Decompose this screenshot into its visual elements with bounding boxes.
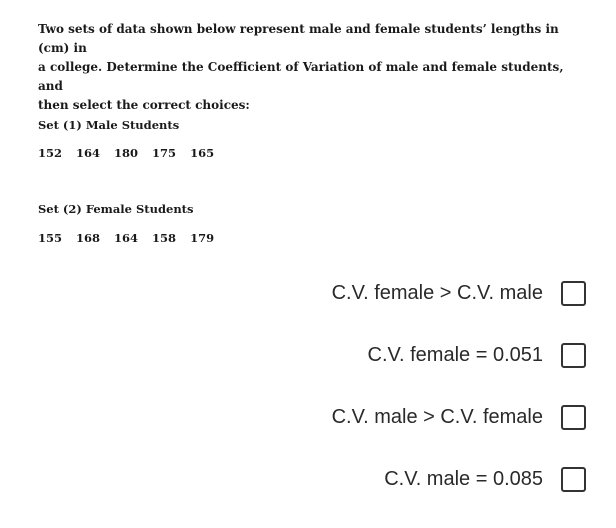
choice-female-greater-than-male[interactable] (332, 281, 586, 306)
set2-value: 155 (38, 231, 63, 245)
set1-values (38, 146, 214, 160)
set1-value: 152 (38, 146, 63, 160)
question-line-3: then select the correct choices: (38, 98, 250, 112)
choice-label: C.V. female = 0.051 (367, 344, 543, 366)
choice-male-cv-value[interactable] (384, 467, 586, 492)
choice-female-cv-value[interactable] (368, 343, 587, 368)
choice-label: C.V. male = 0.085 (384, 468, 543, 490)
checkbox[interactable] (561, 467, 586, 492)
set2-value: 179 (190, 231, 215, 245)
set2-title: Set (2) Female Students (38, 202, 194, 216)
set1-value: 175 (152, 146, 177, 160)
set1-value: 164 (76, 146, 101, 160)
set2-value: 158 (152, 231, 177, 245)
set2-value: 164 (114, 231, 139, 245)
set1-value: 180 (114, 146, 139, 160)
question-line-2: a college. Determine the Coefficient of Variation of male and female students, and (38, 60, 564, 93)
set1-value: 165 (190, 146, 215, 160)
question-text (38, 20, 578, 115)
checkbox[interactable] (561, 343, 586, 368)
set2-values (38, 231, 214, 245)
checkbox[interactable] (561, 281, 586, 306)
set1-title: Set (1) Male Students (38, 118, 180, 132)
choice-male-greater-than-female[interactable] (332, 405, 586, 430)
question-line-1: Two sets of data shown below represent male and female students’ lengths in (cm) in (38, 22, 559, 55)
choice-label: C.V. female > C.V. male (331, 282, 543, 304)
checkbox[interactable] (561, 405, 586, 430)
choice-label: C.V. male > C.V. female (331, 406, 543, 428)
set2-value: 168 (76, 231, 101, 245)
